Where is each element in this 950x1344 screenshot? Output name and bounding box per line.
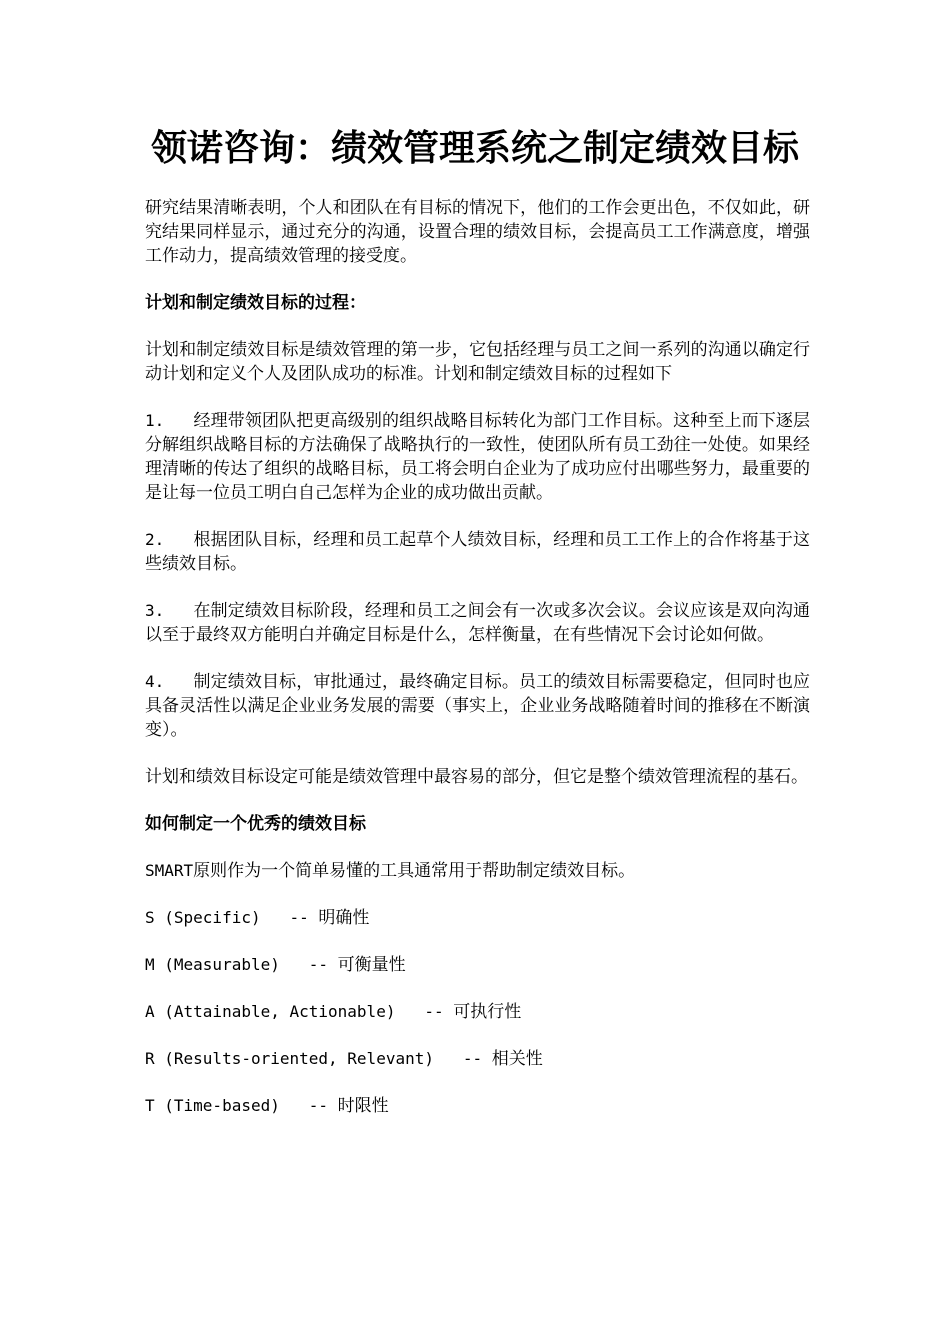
- smart-meaning: 时限性: [337, 1096, 389, 1116]
- section-heading-smart: 如何制定一个优秀的绩效目标: [145, 814, 366, 834]
- smart-item-r: [145, 1047, 810, 1071]
- page-title: 领诺咨询：绩效管理系统之制定绩效目标: [150, 127, 799, 169]
- smart-term: R (Results-oriented, Relevant) --: [145, 1049, 492, 1068]
- smart-item-s: [145, 906, 810, 930]
- process-intro-paragraph: 计划和制定绩效目标是绩效管理的第一步，它包括经理与员工之间一系列的沟通以确定行动计划和定义个人及团队成功的标准。计划和制定绩效目标的过程如下: [145, 340, 810, 384]
- smart-intro-text: 原则作为一个简单易懂的工具通常用于帮助制定绩效目标。: [193, 861, 636, 881]
- smart-term: M (Measurable) --: [145, 955, 338, 974]
- document-page: [145, 120, 810, 1118]
- smart-meaning: 明确性: [318, 908, 370, 928]
- step-item-1: [145, 409, 810, 505]
- step-number: 3.: [145, 601, 165, 620]
- smart-term: S (Specific) --: [145, 908, 319, 927]
- section-heading-process: 计划和制定绩效目标的过程：: [145, 293, 366, 313]
- step-number: 1.: [145, 411, 165, 430]
- step-number: 4.: [145, 672, 165, 691]
- process-conclusion-paragraph: 计划和绩效目标设定可能是绩效管理中最容易的部分，但它是整个绩效管理流程的基石。: [145, 767, 808, 787]
- step-item-3: [145, 599, 810, 647]
- smart-item-t: [145, 1094, 810, 1118]
- step-text: 制定绩效目标，审批通过，最终确定目标。员工的绩效目标需要稳定，但同时也应具备灵活性以满足企业业务发展的需要（事实上，企业业务战略随着时间的推移在不断演变）。: [145, 672, 810, 740]
- smart-acronym: SMART: [145, 861, 194, 880]
- smart-meaning: 相关性: [491, 1049, 543, 1069]
- smart-item-m: [145, 953, 810, 977]
- step-text: 根据团队目标，经理和员工起草个人绩效目标，经理和员工工作上的合作将基于这些绩效目标。: [145, 530, 810, 574]
- smart-meaning: 可执行性: [453, 1002, 522, 1022]
- smart-meaning: 可衡量性: [337, 955, 406, 975]
- step-item-2: [145, 528, 810, 576]
- smart-term: A (Attainable, Actionable) --: [145, 1002, 454, 1021]
- step-number: 2.: [145, 530, 165, 549]
- smart-term: T (Time-based) --: [145, 1096, 338, 1115]
- step-item-4: [145, 670, 810, 742]
- step-text: 在制定绩效目标阶段，经理和员工之间会有一次或多次会议。会议应该是双向沟通以至于最终双方能明白并确定目标是什么，怎样衡量，在有些情况下会讨论如何做。: [145, 601, 810, 645]
- smart-intro-paragraph: [145, 859, 810, 883]
- step-text: 经理带领团队把更高级别的组织战略目标转化为部门工作目标。这种至上而下逐层分解组织战略目标的方法确保了战略执行的一致性，使团队所有员工劲往一处使。如果经理清晰的传达了组织的战略目标，员工将会明白企业为了成功应付出哪些努力，最重要的是让每一位员工明白自己怎样为企业的成功做出贡献。: [145, 411, 810, 503]
- intro-paragraph: 研究结果清晰表明，个人和团队在有目标的情况下，他们的工作会更出色，不仅如此，研究结果同样显示，通过充分的沟通，设置合理的绩效目标，会提高员工工作满意度，增强工作动力，提高绩效管理的接受度。: [145, 198, 810, 266]
- smart-item-a: [145, 1000, 810, 1024]
